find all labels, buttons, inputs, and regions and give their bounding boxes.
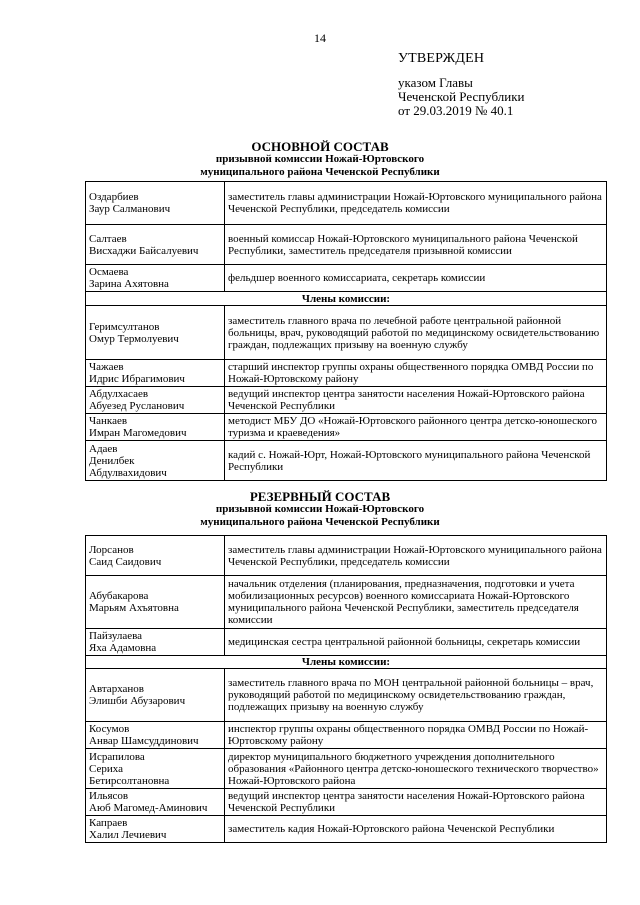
main-section-subtitle-2: муниципального района Чеченской Республики [200, 166, 440, 178]
member-name-cell [86, 536, 225, 576]
member-surname: Оздарбиев [89, 191, 139, 203]
table-row [86, 656, 607, 669]
approval-line-1: указом Главы [398, 75, 473, 90]
member-given-name: Элишби Абузарович [89, 695, 186, 707]
main-section-title: ОСНОВНОЙ СОСТАВ [251, 139, 389, 154]
table-row [86, 669, 607, 722]
table-row [86, 182, 607, 225]
table-row [86, 306, 607, 360]
member-name-cell [86, 441, 225, 481]
member-surname: Косумов [89, 723, 130, 735]
reserve-section-title: РЕЗЕРВНЫЙ СОСТАВ [249, 489, 391, 504]
member-name-cell [86, 182, 225, 225]
member-patronymic: Абдулвахидович [89, 466, 167, 479]
member-given-name: Омур Термолуевич [89, 332, 179, 345]
table-row [86, 576, 607, 629]
member-name-cell [86, 306, 225, 360]
member-given-name: Висхаджи Байсалуевич [89, 244, 199, 257]
member-given-name: Аюб Магомед-Аминович [89, 802, 208, 814]
member-name-cell [86, 816, 225, 843]
member-position-cell: заместитель главного врача по лечебной работе центральной районной больницы, врач, руководящий работой по медицинскому освидетельствованию граждан, подлежащих призыву на военную службу [225, 306, 607, 360]
member-name-cell [86, 414, 225, 441]
member-name-cell [86, 789, 225, 816]
member-position-cell: инспектор группы охраны общественного порядка ОМВД России по Ножай-Юртовскому району [225, 722, 607, 749]
member-position-cell: медицинская сестра центральной районной больницы, секретарь комиссии [225, 629, 607, 656]
member-position-cell: заместитель главы администрации Ножай-Юртовского муниципального района Чеченской Республики, председатель комиссии [225, 182, 607, 225]
member-surname: Чанкаев [89, 415, 128, 427]
approval-line-3: от 29.03.2019 № 40.1 [398, 103, 514, 118]
member-given-name: Идрис Ибрагимович [89, 373, 185, 385]
table-row [86, 536, 607, 576]
member-surname: Абдулхасаев [89, 388, 149, 400]
member-patronymic: Бетирсолтановна [89, 774, 170, 787]
member-given-name: Заур Салманович [89, 203, 171, 215]
member-name-cell [86, 669, 225, 722]
member-surname: Геримсултанов [89, 320, 160, 333]
page-number: 14 [314, 31, 326, 45]
main-section-heading [0, 140, 640, 179]
member-surname: Ильясов [89, 790, 129, 802]
table-row [86, 292, 607, 306]
member-name-cell [86, 225, 225, 265]
member-given-name: Марьям Ахъятовна [89, 602, 179, 614]
approval-stamp [398, 52, 525, 118]
member-position-cell: старший инспектор группы охраны общественного порядка ОМВД России по Ножай-Юртовскому району [225, 360, 607, 387]
member-surname: Адаев [89, 442, 118, 455]
member-position-cell: начальник отделения (планирования, предназначения, подготовки и учета мобилизационных ресурсов) военного комиссариата Ножай-Юртовского муниципального района Чеченской Республики, заместитель председателя комиссии [225, 576, 607, 629]
member-position-cell: заместитель кадия Ножай-Юртовского района Чеченской Республики [225, 816, 607, 843]
approval-line-2: Чеченской Республики [398, 89, 525, 104]
member-given-name: Сериха [89, 762, 123, 775]
member-name-cell [86, 265, 225, 292]
member-position-cell: методист МБУ ДО «Ножай-Юртовского районного центра детско-юношеского туризма и краеведения» [225, 414, 607, 441]
member-surname: Пайзулаева [89, 630, 143, 642]
member-name-cell [86, 629, 225, 656]
members-divider: Члены комиссии: [86, 292, 607, 306]
member-position-cell: заместитель главного врача по МОН центральной районной больницы – врач, руководящий работой по медицинскому освидетельствованию граждан, подлежащих призыву на военную службу [225, 669, 607, 722]
table-row [86, 749, 607, 789]
member-surname: Лорсанов [89, 543, 134, 556]
member-position-cell: ведущий инспектор центра занятости населения Ножай-Юртовского района Чеченской Республики [225, 789, 607, 816]
member-given-name: Имран Магомедович [89, 427, 187, 439]
main-section-subtitle-1: призывной комиссии Ножай-Юртовского [215, 153, 425, 165]
member-name-cell [86, 387, 225, 414]
member-position-cell: директор муниципального бюджетного учреждения дополнительного образования «Районного центра детско-юношеского технического творчество» Ножай-Юртовского района [225, 749, 607, 789]
member-surname: Капраев [89, 817, 128, 829]
member-name-cell [86, 360, 225, 387]
member-given-name: Яха Адамовна [89, 642, 157, 654]
table-row [86, 816, 607, 843]
member-surname: Исрапилова [89, 750, 145, 763]
table-row [86, 789, 607, 816]
member-name-cell [86, 576, 225, 629]
member-surname: Осмаева [89, 266, 129, 278]
table-row [86, 360, 607, 387]
member-given-name: Анвар Шамсуддинович [89, 735, 199, 747]
table-row [86, 265, 607, 292]
member-position-cell: заместитель главы администрации Ножай-Юртовского муниципального района Чеченской Республики, председатель комиссии [225, 536, 607, 576]
member-name-cell [86, 749, 225, 789]
approved-label: УТВЕРЖДЕН [398, 51, 485, 66]
member-position-cell: военный комиссар Ножай-Юртовского муниципального района Чеченской Республики, заместитель председателя призывной комиссии [225, 225, 607, 265]
member-position-cell: ведущий инспектор центра занятости населения Ножай-Юртовского района Чеченской Республики [225, 387, 607, 414]
member-given-name: Халил Лечиевич [89, 829, 167, 841]
member-position-cell: кадий с. Ножай-Юрт, Ножай-Юртовского муниципального района Чеченской Республики [225, 441, 607, 481]
member-given-name: Денилбек [89, 454, 135, 467]
member-surname: Салтаев [89, 232, 127, 245]
table-row [86, 441, 607, 481]
member-surname: Абубакарова [89, 590, 149, 602]
main-composition-table [85, 181, 607, 481]
reserve-section-subtitle-1: призывной комиссии Ножай-Юртовского [215, 503, 425, 515]
member-given-name: Абуезед Русланович [89, 400, 185, 412]
member-given-name: Зарина Ахятовна [89, 278, 169, 290]
member-name-cell [86, 722, 225, 749]
reserve-composition-table [85, 535, 607, 843]
members-divider: Члены комиссии: [86, 656, 607, 669]
table-row [86, 225, 607, 265]
reserve-section-subtitle-2: муниципального района Чеченской Республики [200, 516, 440, 528]
table-row [86, 722, 607, 749]
table-row [86, 629, 607, 656]
member-surname: Автарханов [89, 683, 145, 695]
member-position-cell: фельдшер военного комиссариата, секретарь комиссии [225, 265, 607, 292]
table-row [86, 414, 607, 441]
member-surname: Чажаев [89, 361, 124, 373]
reserve-section-heading [0, 490, 640, 529]
table-row [86, 387, 607, 414]
member-given-name: Саид Саидович [89, 555, 162, 568]
